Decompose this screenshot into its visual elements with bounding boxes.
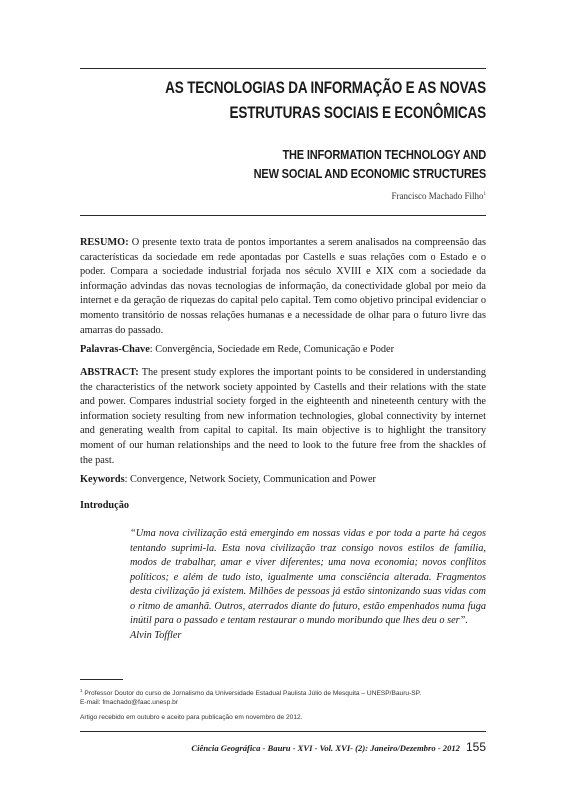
journal-footer [80,740,486,754]
abstract-text: The present study explores the important points to be considered in understanding the characteristics of the network society appointed by Castells and their relations with the state and power. Compares industrial society forged in the eighteenth and nineteenth century with the information society resulting from new information technologies, global connectivity by internet and generating wealth from capital to capital. Its main objective is to highlight the transitory moment of our human relationships and the need to look to the future free from the shackles of the past. [80,367,486,466]
footnote-mark: 1 [80,688,83,693]
title-portuguese [142,76,486,126]
keywords-text: : Convergence, Network Society, Communication and Power [124,474,376,485]
author-line [392,191,486,201]
footnote-rule [80,679,123,680]
palavras-chave-paragraph [80,343,486,358]
footer-rule [80,731,486,732]
journal-citation: Ciência Geográfica - Bauru - XVI - Vol. XVI- (2): Janeiro/Dezembro - 2012 [191,743,460,753]
epigraph-author: Alvin Toffler [130,629,182,641]
header-rule [80,215,486,216]
palavras-chave-label: Palavras-Chave [80,344,150,355]
keywords-paragraph [80,473,486,488]
palavras-chave-text: : Convergência, Sociedade em Rede, Comunicação e Poder [149,344,395,355]
abstract-paragraph [80,366,486,468]
title-english [116,146,486,184]
abstract-label: ABSTRACT: [80,367,139,378]
resumo-paragraph [80,236,486,338]
keywords-label: Keywords [80,474,125,485]
introduction-heading: Introdução [80,500,130,511]
received-note: Artigo recebido em outubro e aceito para publicação em novembro de 2012. [80,714,303,721]
title-pt-line-2: ESTRUTURAS SOCIAIS E ECONÔMICAS [229,104,486,122]
footnote-affiliation: Professor Doutor do curso de Jornalismo da Universidade Estadual Paulista Júlio de Mesquita – UNESP/Bauru-SP. [82,690,422,698]
resumo-text: O presente texto trata de pontos importantes a serem analisados na compreensão das características da sociedade em rede apontadas por Castells e suas relações com o Estado e o poder. Compara a sociedade industrial forjada nos século XVIII e XIX com a sociedade da informação advindas das novas tecnologias de informação, da conectividade global por meio da internet e da geração de riquezas do capital pelo capital. Tem como objetivo principal evidenciar o momento transitório de nossas relações humanas e a necessidade de olhar para o futuro livre das amarras do passado. [80,237,486,336]
author-footnote-mark: 1 [483,192,486,197]
footnote-email: E-mail: fmachado@faac.unesp.br [80,699,178,707]
footnote-line-1 [80,686,486,698]
author-name: Francisco Machado Filho [391,191,484,201]
resumo-label: RESUMO: [80,237,129,248]
epigraph-quote [130,527,486,643]
footnote [80,686,486,707]
title-pt-line-1: AS TECNOLOGIAS DA INFORMAÇÃO E AS NOVAS [165,79,486,97]
top-rule [80,68,486,69]
title-en-line-2: NEW SOCIAL AND ECONOMIC STRUCTURES [253,167,486,181]
page-number: 155 [465,740,486,754]
epigraph-text: “Uma nova civilização está emergindo em nossas vidas e por toda a parte há cegos tentando suprimi-la. Esta nova civilização traz consigo novos estilos de família, modos de trabalhar, amar e viver diferentes; uma nova economia; novos conflitos políticos; e além de tudo isto, igualmente uma consciência alterada. Fragmentos desta civilização já existem. Milhões de pessoas já estão sintonizando suas vidas com o ritmo de amanhã. Outros, aterrados diante do futuro, estão empenhados numa fuga inútil para o passado e tentam restaurar o mundo moribundo que lhes deu o ser”. [130,528,486,626]
title-en-line-1: THE INFORMATION TECHNOLOGY AND [282,148,486,162]
